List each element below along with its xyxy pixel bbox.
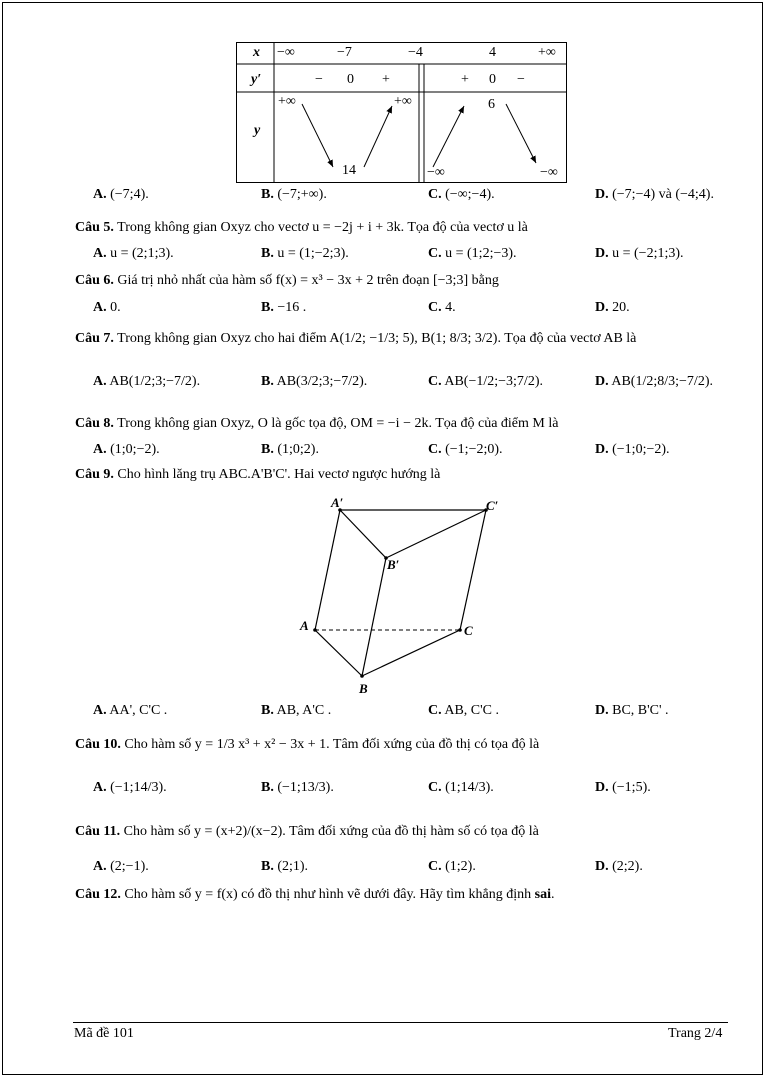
question-text: Cho hàm số y = (x+2)/(x−2). Tâm đối xứng của đồ thị hàm số có tọa độ là bbox=[123, 824, 539, 839]
option-text: (2;1). bbox=[277, 859, 309, 874]
q7-option-d[interactable]: D. AB(1/2;8/3;−7/2). bbox=[595, 374, 713, 389]
q5-option-a[interactable]: A. u = (2;1;3). bbox=[93, 246, 174, 261]
q5-option-c[interactable]: C. u = (1;2;−3). bbox=[428, 246, 517, 261]
question-emphasis: sai bbox=[534, 887, 551, 902]
footer-page-number: Trang 2/4 bbox=[668, 1026, 723, 1041]
question-label: Câu 6. bbox=[75, 273, 114, 288]
question-text: Cho hình lăng trụ ABC.A'B'C'. Hai vectơ ngược hướng là bbox=[117, 467, 441, 482]
variation-table bbox=[236, 42, 568, 184]
yprime-sign: + bbox=[382, 72, 390, 87]
option-text: (−1;5). bbox=[612, 780, 651, 795]
question-label: Câu 5. bbox=[75, 220, 114, 235]
option-text: AB(3/2;3;−7/2). bbox=[276, 374, 368, 389]
q5-option-d[interactable]: D. u = (−2;1;3). bbox=[595, 246, 684, 261]
option-text: (−1;14/3). bbox=[110, 780, 167, 795]
option-text: −16 . bbox=[277, 300, 307, 315]
q10-option-c[interactable]: C. (1;14/3). bbox=[428, 780, 494, 795]
option-text: u = (−2;1;3). bbox=[612, 246, 684, 261]
yprime-sign: 0 bbox=[347, 72, 354, 87]
q9-stem bbox=[75, 467, 440, 483]
q10-option-a[interactable]: A. (−1;14/3). bbox=[93, 780, 167, 795]
q4-option-a[interactable]: A. (−7;4). bbox=[93, 187, 149, 202]
question-label: Câu 8. bbox=[75, 416, 114, 431]
yprime-sign: − bbox=[315, 72, 323, 87]
q8-stem bbox=[75, 416, 558, 432]
q11-option-d[interactable]: D. (2;2). bbox=[595, 859, 643, 874]
q11-stem bbox=[75, 824, 539, 840]
footer-divider bbox=[73, 1022, 728, 1023]
x-value: 4 bbox=[489, 45, 496, 60]
option-text: (−1;−2;0). bbox=[445, 442, 503, 457]
question-label: Câu 9. bbox=[75, 467, 114, 482]
q11-option-c[interactable]: C. (1;2). bbox=[428, 859, 476, 874]
yprime-sign: + bbox=[461, 72, 469, 87]
q6-option-c[interactable]: C. 4. bbox=[428, 300, 456, 315]
y-value: 6 bbox=[488, 97, 495, 112]
option-text: (−7;4). bbox=[110, 187, 149, 202]
vertex-c-prime: C′ bbox=[486, 498, 499, 513]
option-text: AA', C'C . bbox=[109, 703, 168, 718]
question-text: Cho hàm số y = 1/3 x³ + x² − 3x + 1. Tâm đối xứng của đồ thị có tọa độ là bbox=[124, 737, 540, 752]
vertex-a-prime: A′ bbox=[331, 495, 344, 510]
q8-option-c[interactable]: C. (−1;−2;0). bbox=[428, 442, 503, 457]
option-text: AB, A'C . bbox=[276, 703, 332, 718]
q8-option-d[interactable]: D. (−1;0;−2). bbox=[595, 442, 670, 457]
question-text: Trong không gian Oxyz cho hai điểm A(1/2; −1/3; 5), B(1; 8/3; 3/2). Tọa độ của vectơ AB là bbox=[117, 331, 637, 346]
question-text: Trong không gian Oxyz, O là gốc tọa độ, OM = −i − 2k. Tọa độ của điểm M là bbox=[117, 416, 559, 431]
option-text: (−7;−4) và (−4;4). bbox=[612, 187, 714, 202]
question-label: Câu 10. bbox=[75, 737, 121, 752]
option-text: (2;2). bbox=[612, 859, 643, 874]
option-text: AB(1/2;3;−7/2). bbox=[109, 374, 201, 389]
option-text: AB(1/2;8/3;−7/2). bbox=[611, 374, 713, 389]
q5-stem bbox=[75, 220, 528, 236]
option-text: 20. bbox=[612, 300, 630, 315]
q4-option-b[interactable]: B. (−7;+∞). bbox=[261, 187, 327, 202]
option-text: (−∞;−4). bbox=[445, 187, 495, 202]
vertex-a: A bbox=[300, 618, 309, 633]
option-text: (1;14/3). bbox=[445, 780, 494, 795]
option-text: u = (2;1;3). bbox=[110, 246, 174, 261]
q11-option-a[interactable]: A. (2;−1). bbox=[93, 859, 149, 874]
x-value: +∞ bbox=[538, 45, 556, 60]
option-text: u = (1;2;−3). bbox=[445, 246, 517, 261]
q4-option-c[interactable]: C. (−∞;−4). bbox=[428, 187, 495, 202]
q6-option-b[interactable]: B. −16 . bbox=[261, 300, 307, 315]
q7-stem bbox=[75, 331, 636, 347]
option-text: AB(−1/2;−3;7/2). bbox=[444, 374, 543, 389]
table-x-label: x bbox=[253, 45, 260, 60]
table-yprime-label: y′ bbox=[251, 72, 262, 87]
q9-option-a[interactable]: A. AA', C'C . bbox=[93, 703, 168, 718]
q9-option-d[interactable]: D. BC, B'C' . bbox=[595, 703, 669, 718]
question-label: Câu 7. bbox=[75, 331, 114, 346]
question-text: Trong không gian Oxyz cho vectơ u = −2j + i + 3k. Tọa độ của vectơ u là bbox=[117, 220, 528, 235]
q12-stem bbox=[75, 887, 555, 903]
option-text: BC, B'C' . bbox=[612, 703, 669, 718]
option-text: (−1;0;−2). bbox=[612, 442, 670, 457]
option-text: 4. bbox=[445, 300, 456, 315]
q7-option-c[interactable]: C. AB(−1/2;−3;7/2). bbox=[428, 374, 543, 389]
q4-option-d[interactable]: D. (−7;−4) và (−4;4). bbox=[595, 187, 714, 202]
y-value: +∞ bbox=[278, 94, 296, 109]
q8-option-b[interactable]: B. (1;0;2). bbox=[261, 442, 319, 457]
question-text: Giá trị nhỏ nhất của hàm số f(x) = x³ − 3x + 2 trên đoạn [−3;3] bằng bbox=[117, 273, 499, 288]
option-text: (2;−1). bbox=[110, 859, 149, 874]
x-value: −∞ bbox=[277, 45, 295, 60]
y-value: −∞ bbox=[427, 165, 445, 180]
yprime-sign: 0 bbox=[489, 72, 496, 87]
table-y-label: y bbox=[254, 123, 261, 138]
q10-option-b[interactable]: B. (−1;13/3). bbox=[261, 780, 334, 795]
option-text: 0. bbox=[110, 300, 121, 315]
vertex-b-prime: B′ bbox=[387, 557, 400, 572]
q9-option-b[interactable]: B. AB, A'C . bbox=[261, 703, 332, 718]
q8-option-a[interactable]: A. (1;0;−2). bbox=[93, 442, 160, 457]
question-text: Cho hàm số y = f(x) có đồ thị như hình vẽ dưới đây. Hãy tìm khẳng định bbox=[124, 887, 532, 902]
vertex-b: B bbox=[359, 681, 368, 696]
q7-option-a[interactable]: A. AB(1/2;3;−7/2). bbox=[93, 374, 201, 389]
q7-option-b[interactable]: B. AB(3/2;3;−7/2). bbox=[261, 374, 368, 389]
q9-option-c[interactable]: C. AB, C'C . bbox=[428, 703, 500, 718]
x-value: −7 bbox=[337, 45, 352, 60]
y-value: −∞ bbox=[540, 165, 558, 180]
option-text: AB, C'C . bbox=[444, 703, 500, 718]
q11-option-b[interactable]: B. (2;1). bbox=[261, 859, 309, 874]
option-text: (1;0;2). bbox=[277, 442, 319, 457]
q5-option-b[interactable]: B. u = (1;−2;3). bbox=[261, 246, 349, 261]
option-text: u = (1;−2;3). bbox=[277, 246, 349, 261]
option-text: (1;0;−2). bbox=[110, 442, 160, 457]
option-text: (1;2). bbox=[445, 859, 476, 874]
y-value: 14 bbox=[342, 163, 356, 178]
q10-stem bbox=[75, 737, 539, 753]
x-value: −4 bbox=[408, 45, 423, 60]
prism-figure bbox=[300, 492, 520, 702]
vertex-c: C bbox=[464, 623, 473, 638]
option-text: (−1;13/3). bbox=[277, 780, 334, 795]
option-text: (−7;+∞). bbox=[277, 187, 327, 202]
q6-option-a[interactable]: A. 0. bbox=[93, 300, 121, 315]
q10-option-d[interactable]: D. (−1;5). bbox=[595, 780, 651, 795]
y-value: +∞ bbox=[394, 94, 412, 109]
footer-exam-code: Mã đề 101 bbox=[74, 1026, 134, 1041]
question-label: Câu 11. bbox=[75, 824, 121, 839]
q6-option-d[interactable]: D. 20. bbox=[595, 300, 630, 315]
question-punct: . bbox=[551, 887, 555, 902]
yprime-sign: − bbox=[517, 72, 525, 87]
question-label: Câu 12. bbox=[75, 887, 121, 902]
q6-stem bbox=[75, 273, 499, 289]
